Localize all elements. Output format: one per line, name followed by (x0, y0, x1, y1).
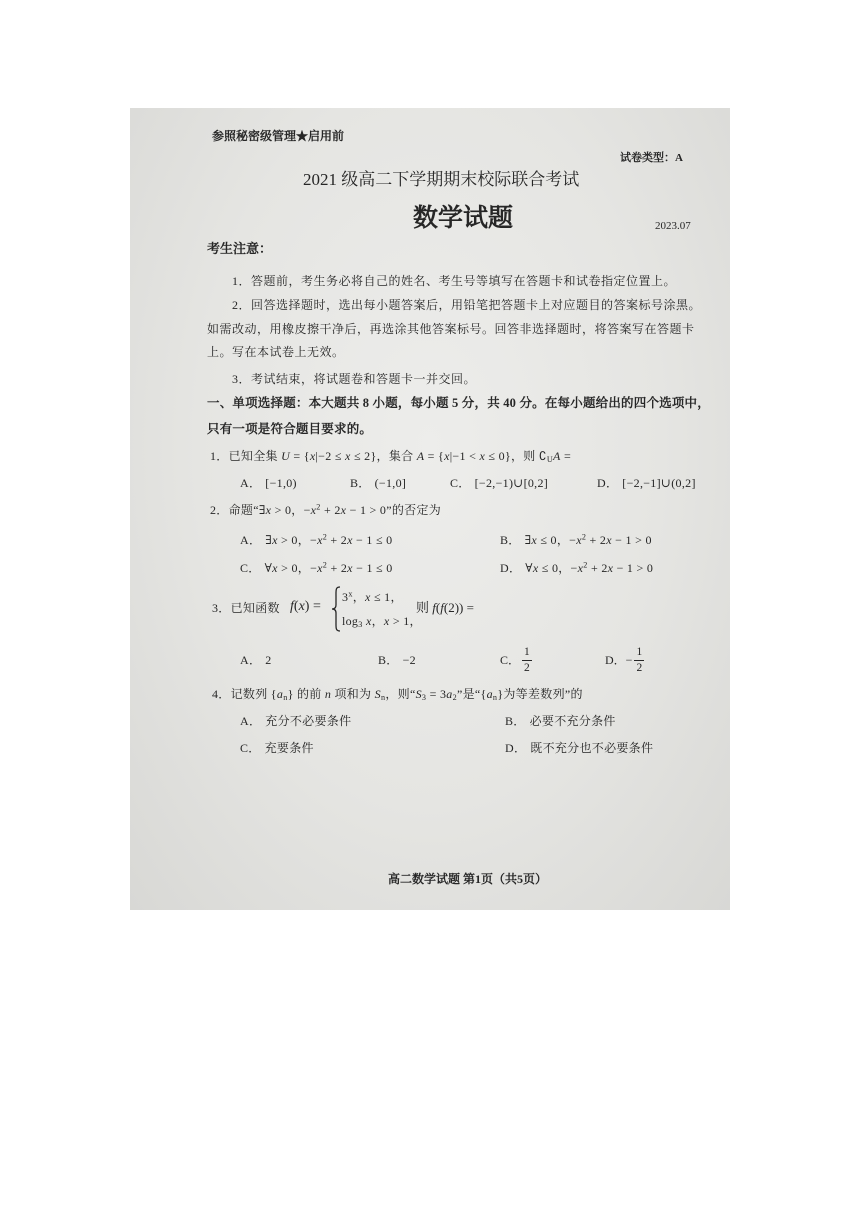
section-heading-line-1: 一、单项选择题：本大题共 8 小题，每小题 5 分，共 40 分。在每小题给出的四个选项中， (207, 396, 710, 410)
text-run: = (560, 449, 572, 463)
text-run: ，则“ (385, 687, 416, 701)
option-text (265, 476, 297, 490)
question-text (229, 503, 441, 517)
question-3-option-a (240, 654, 272, 666)
section-heading-line-2: 只有一项是符合题目要求的。 (207, 422, 373, 436)
math-variable: x (607, 561, 614, 575)
exam-title: 2021 级高二下学期期末校际联合考试 (303, 170, 580, 189)
fraction (522, 646, 532, 674)
math-superscript: x (348, 589, 353, 599)
text-run: ) = (304, 599, 321, 614)
option-label: A． (240, 653, 262, 667)
math-variable: x (272, 561, 278, 575)
math-variable: a (446, 687, 453, 701)
text-run: } 的前 (287, 687, 325, 701)
question-text: 已知函数 (230, 601, 280, 615)
option-text: −2 (402, 653, 416, 667)
option-text (375, 476, 407, 490)
fraction (634, 646, 644, 674)
question-3-option-d (605, 645, 644, 675)
option-text (475, 476, 548, 490)
question-1-option-c (450, 477, 548, 489)
question-2-stem (210, 504, 441, 516)
math-variable: S (415, 687, 422, 701)
text-run: ≤ 0，− (538, 561, 578, 575)
question-1-stem (210, 449, 572, 465)
text-run: > 0，− (277, 533, 318, 547)
text-run: ∀ (525, 561, 533, 575)
math-variable: A (553, 449, 561, 463)
question-2-option-b (500, 534, 652, 546)
text-run: |−2 ≤ (315, 449, 346, 463)
question-4-stem (212, 687, 583, 703)
text-run: }为等差数列”的 (497, 687, 583, 701)
math-subscript: 3 (358, 620, 363, 630)
text-run: ( (293, 599, 299, 614)
text-run: − 1 ≤ 0 (352, 533, 393, 547)
text-run: − 1 > 0 (613, 561, 654, 575)
math-variable: x (272, 533, 278, 547)
notice-item-3: 3．考试结束，将试题卷和答题卡一并交回。 (232, 372, 477, 386)
option-label: C． (240, 561, 261, 575)
math-superscript: 2 (581, 532, 587, 542)
text-run: 项和为 (331, 687, 375, 701)
question-3-lead (212, 602, 280, 614)
text-run: − 1 > 0 (611, 533, 652, 547)
text-run: 记数列 { (230, 687, 277, 701)
option-label: A． (240, 533, 262, 547)
question-1-option-d (597, 477, 696, 489)
math-superscript: 2 (316, 502, 321, 512)
function-definition (290, 600, 321, 614)
math-variable: x (531, 533, 538, 547)
math-variable: x (347, 561, 353, 575)
option-text (622, 476, 695, 490)
option-label: C． (240, 741, 261, 755)
text-run: + 2 (587, 561, 608, 575)
option-label: B． (500, 533, 521, 547)
question-4-option-a (240, 715, 351, 727)
text-run: [−1,0) (265, 476, 297, 490)
math-subscript: n (283, 693, 288, 703)
question-3-option-b (378, 654, 416, 666)
question-2-option-a (240, 534, 392, 546)
notice-heading: 考生注意： (207, 241, 273, 256)
question-2-option-d (500, 562, 653, 574)
text-run: ∃ (265, 533, 273, 547)
math-variable: x (317, 533, 323, 547)
option-label: A． (240, 476, 262, 490)
question-text (231, 687, 583, 701)
text-run: − 1 ≤ 0 (352, 561, 393, 575)
math-variable: a (486, 687, 493, 701)
option-label: B． (350, 476, 371, 490)
math-variable: U (281, 449, 291, 463)
text-run: 命题“∃ (228, 503, 266, 517)
piecewise-case-1 (342, 591, 403, 603)
text-run: log (342, 614, 359, 628)
math-variable: x (317, 561, 323, 575)
question-4-option-d (505, 742, 653, 754)
math-variable: f (290, 599, 294, 614)
option-label: D． (500, 561, 522, 575)
option-text: 2 (265, 653, 272, 667)
text-run: + 2 (586, 533, 607, 547)
question-3-tail (416, 601, 474, 614)
option-text (265, 561, 393, 575)
notice-item-2-line-1: 2．回答选择题时，选出每小题答案后，用铅笔把答题卡上对应题目的答案标号涂黑。 (232, 298, 702, 312)
option-text: 必要不充分条件 (529, 714, 616, 728)
text-run: ， (352, 590, 366, 604)
math-variable: x (444, 449, 450, 463)
text-run: ≤ 0}，则 ∁ (485, 449, 547, 463)
text-run: ( (435, 600, 441, 615)
text-run: = 3 (426, 687, 447, 701)
text-run: ≤ 2}，集合 (350, 449, 417, 463)
notice-item-1: 1．答题前，考生务必将自己的姓名、考生号等填写在答题卡和试卷指定位置上。 (232, 274, 677, 288)
text-run: ≤ 0，− (537, 533, 577, 547)
text-run: (−1,0] (374, 476, 407, 490)
fraction-sign: − (625, 653, 633, 667)
text-run: [−2,−1]∪(0,2] (622, 476, 696, 490)
math-variable: x (340, 503, 347, 517)
fraction-denominator: 2 (524, 661, 530, 674)
fraction-numerator: 1 (634, 646, 644, 661)
text-run: > 0，− (277, 561, 318, 575)
text-run: + 2 (327, 533, 348, 547)
option-text: 充要条件 (264, 741, 314, 755)
option-text (525, 533, 652, 547)
math-variable: x (309, 449, 316, 463)
option-label: D． (505, 741, 527, 755)
option-label: D． (597, 476, 619, 490)
question-1-option-a (240, 477, 297, 489)
text-run: − 1 > 0”的否定为 (346, 503, 442, 517)
piecewise-case-2 (342, 614, 422, 630)
math-subscript: n (380, 693, 386, 703)
math-variable: x (298, 599, 305, 614)
math-variable: x (345, 449, 351, 463)
math-variable: x (365, 614, 372, 628)
math-subscript: 3 (421, 693, 427, 703)
option-text (525, 561, 653, 575)
option-text: 既不充分也不必要条件 (530, 741, 654, 755)
text-run: ∃ (524, 533, 532, 547)
fraction-denominator: 2 (636, 661, 643, 674)
math-variable: A (416, 449, 425, 463)
text-run: + 2 (327, 561, 348, 575)
math-variable: x (576, 533, 582, 547)
math-variable: f (440, 600, 444, 615)
text-run: 则 (416, 600, 433, 615)
option-text (265, 533, 392, 547)
question-4-option-c (240, 742, 314, 754)
question-1-option-b (350, 477, 406, 489)
text-run: + 2 (320, 503, 341, 517)
math-variable: x (577, 561, 584, 575)
exam-date: 2023.07 (655, 220, 691, 232)
text-run: > 1， (389, 614, 422, 628)
question-number: 4． (212, 687, 231, 701)
math-superscript: 2 (322, 532, 328, 542)
question-number: 2． (210, 503, 229, 517)
notice-item-2-line-2: 如需改动，用橡皮擦干净后，再选涂其他答案标号。回答非选择题时，将答案写在答题卡 (207, 322, 695, 336)
math-superscript: 2 (583, 560, 588, 570)
math-variable: x (606, 533, 612, 547)
math-variable: a (276, 687, 284, 701)
math-variable: x (479, 449, 486, 463)
math-variable: S (374, 687, 381, 701)
option-text: 充分不必要条件 (265, 714, 352, 728)
math-subscript: n (492, 693, 498, 703)
question-3-option-c (500, 645, 532, 675)
math-variable: x (383, 614, 390, 628)
math-subscript: 2 (452, 693, 457, 703)
math-subscript: U (546, 455, 554, 465)
exam-paper-photo (130, 108, 730, 910)
option-label: A． (240, 714, 262, 728)
text-run: ”是“{ (456, 687, 487, 701)
option-label: B． (378, 653, 399, 667)
math-variable: x (347, 533, 353, 547)
text-run: |−1 < (449, 449, 480, 463)
text-run: ∀ (264, 561, 273, 575)
text-run: = { (424, 449, 445, 463)
notice-item-2-line-3: 上。写在本试卷上无效。 (207, 345, 345, 359)
math-variable: x (265, 503, 272, 517)
math-variable: n (324, 687, 332, 701)
confidentiality-label: 参照秘密级管理★启用前 (212, 129, 345, 143)
text-run: ≤ 1， (370, 590, 403, 604)
math-variable: f (432, 600, 436, 615)
text-run: > 0，− (271, 503, 311, 517)
option-label: D． (605, 653, 626, 667)
text-run: 已知全集 (228, 449, 282, 463)
math-variable: x (310, 503, 317, 517)
text-run: = { (290, 449, 310, 463)
text-run: ， (371, 614, 384, 628)
question-text (229, 449, 571, 463)
question-number: 3． (212, 601, 231, 615)
question-2-option-c (240, 562, 393, 574)
page-footer: 高二数学试题 第1页（共5页） (388, 872, 548, 886)
text-run: [−2,−1)∪[0,2] (474, 476, 549, 490)
text-run: (2)) = (443, 600, 474, 615)
math-variable: x (365, 590, 371, 604)
option-label: C． (450, 476, 471, 490)
question-number: 1． (210, 449, 229, 463)
question-4-option-b (505, 715, 616, 727)
fraction-numerator: 1 (522, 646, 532, 661)
subject-title: 数学试题 (413, 205, 514, 232)
paper-type-label: 试卷类型：A (620, 152, 683, 164)
piecewise-brace-icon (331, 586, 341, 632)
math-superscript: 2 (322, 560, 328, 570)
text-run: 3 (342, 590, 349, 604)
math-variable: x (532, 561, 539, 575)
option-label: B． (505, 714, 526, 728)
option-label: C． (500, 653, 521, 667)
